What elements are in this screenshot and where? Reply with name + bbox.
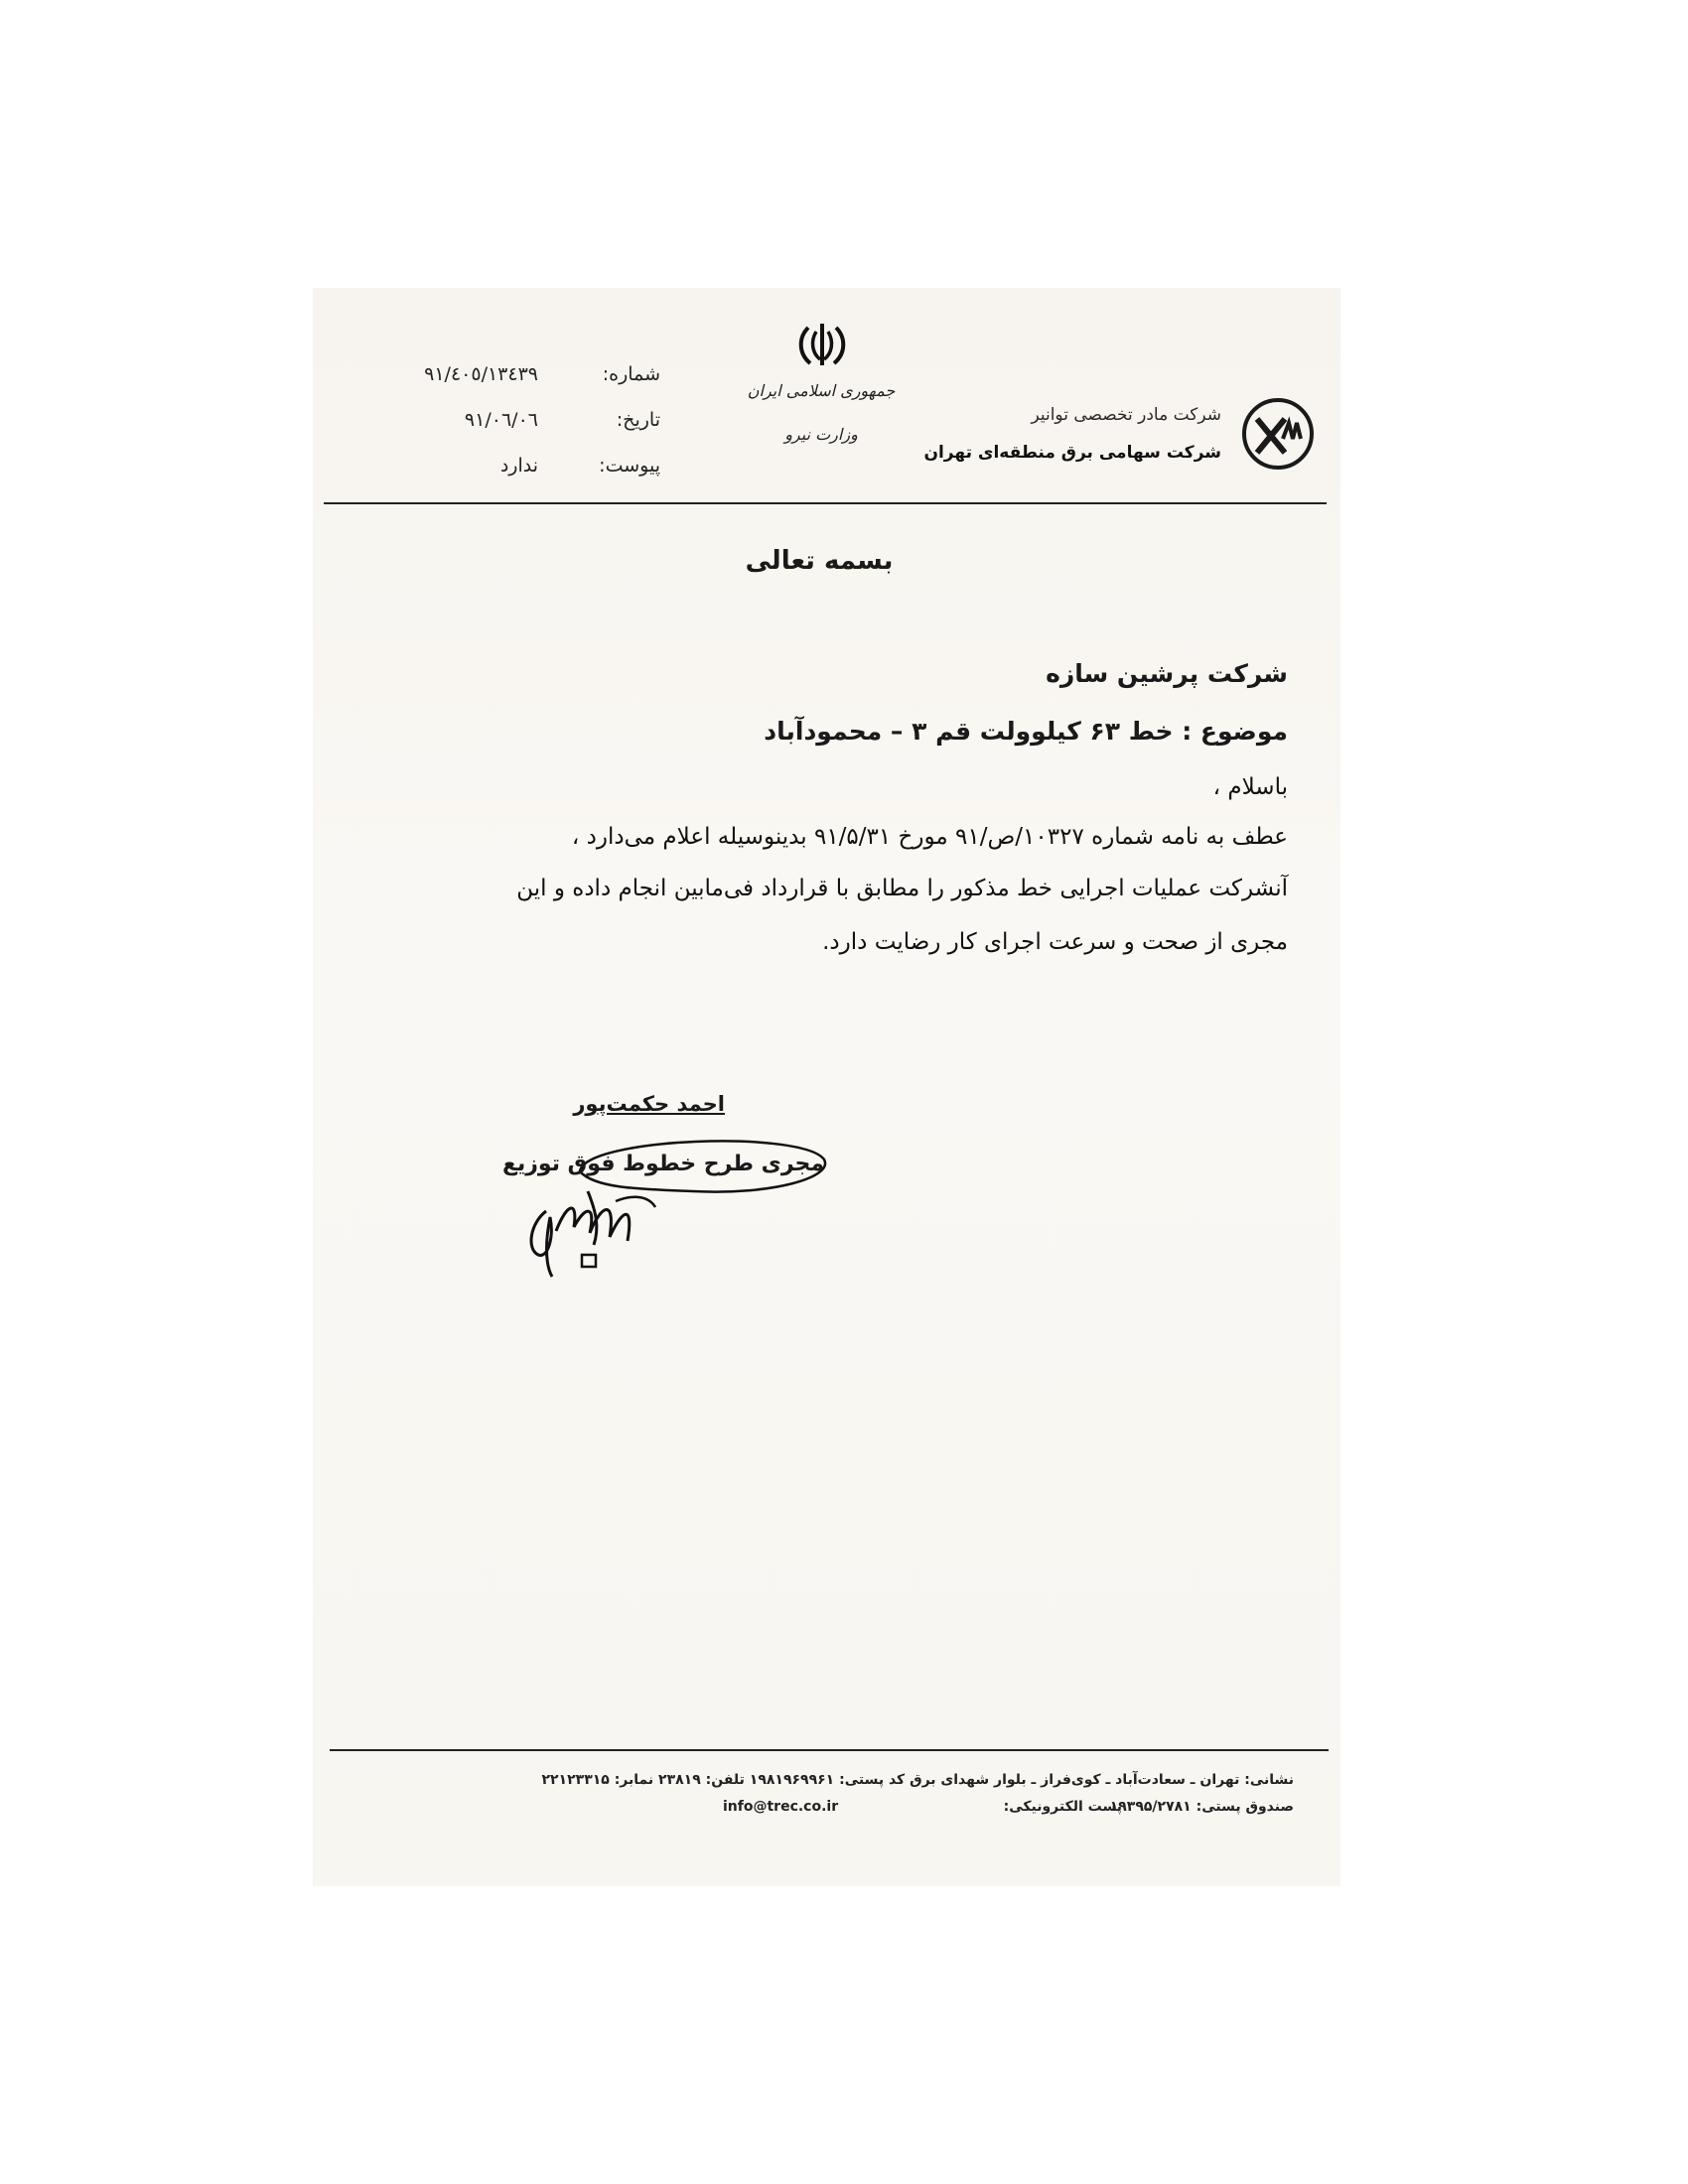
handwritten-signature: [516, 1171, 675, 1281]
company-name-parent: شرکت مادر تخصصی توانیر: [1031, 405, 1221, 425]
emblem-caption-ministry: وزارت نیرو: [784, 425, 858, 444]
footer-divider: [330, 1749, 1329, 1751]
body-line-2: آنشرکت عملیات اجرایی خط مذکور را مطابق با قرارداد فی‌مابین انجام داده و این: [516, 876, 1288, 901]
invocation-heading: بسمه تعالی: [745, 546, 894, 576]
company-logo: [1239, 395, 1317, 473]
signatory-title: مجری طرح خطوط فوق توزیع: [501, 1152, 824, 1176]
header-divider: [324, 502, 1327, 504]
attachment-value: ندارد: [499, 455, 538, 477]
signatory-name: احمد حکمت‌پور: [573, 1092, 725, 1116]
body-line-3: مجری از صحت و سرعت اجرای کار رضایت دارد.: [822, 929, 1288, 955]
footer-email: info@trec.co.ir: [723, 1799, 839, 1815]
body-line-1: عطف به نامه شماره ۱۰۳۲۷/ص/۹۱ مورخ ۹۱/۵/۳۱ بدینوسیله اعلام می‌دارد ،: [571, 824, 1288, 850]
date-label: تاریخ:: [616, 409, 660, 431]
footer-po-box: صندوق پستی: ۱۹۳۹۵/۲۷۸۱: [1109, 1799, 1294, 1815]
date-value: ۹۱/۰٦/۰٦: [464, 409, 538, 431]
attachment-label: پیوست:: [599, 455, 660, 477]
letter-paper: [313, 288, 1340, 1886]
footer-email-label: پست الکترونیکی:: [1003, 1799, 1122, 1815]
number-value: ۹۱/٤٠٥/١٣٤٣٩: [424, 363, 538, 385]
number-label: شماره:: [602, 363, 660, 385]
subject-line: موضوع : خط ۶۳ کیلوولت قم ۳ – محمودآباد: [764, 717, 1288, 746]
iran-emblem-icon: [794, 320, 850, 369]
footer-address-line: نشانی: تهران ـ سعادت‌آباد ـ کوی‌فراز ـ بلوار شهدای برق کد پستی: ۱۹۸۱۹۶۹۹۶۱ تلفن: ۲۳۸۱۹ نمابر: ۲۲۱۲۳۳۱۵: [541, 1772, 1294, 1788]
company-name: شرکت سهامی برق منطقه‌ای تهران: [923, 443, 1221, 463]
recipient-name: شرکت پرشین سازه: [1046, 659, 1288, 688]
emblem-caption-country: جمهوری اسلامی ایران: [747, 381, 896, 400]
greeting: باسلام ،: [1212, 774, 1288, 800]
